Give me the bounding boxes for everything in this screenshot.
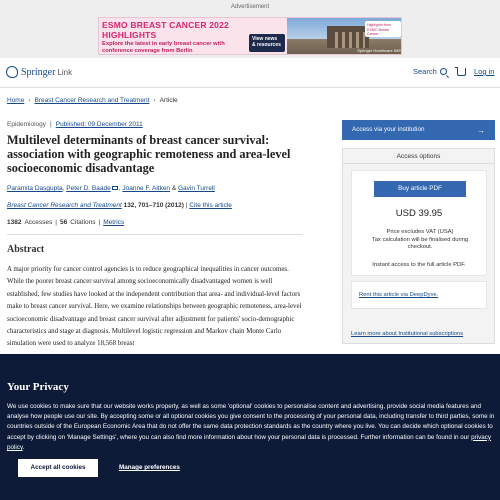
privacy-body: We use cookies to make sure that our website works properly, as well as some 'optional' cookies to personalise content and advertising, provide social media features and analyse how people use our site. By accepting some or all optional cookies you give consent to the processing of your personal data, including transfer to third parties, some in countries outside of the European Economic Area that do not offer the same data protection standards as the country where you live. You can decide which optional cookies to accept by clicking on 'Manage Settings', where you can also find more information about how your personal data is processed. Further information can be found in our: [7, 403, 495, 441]
cart-icon[interactable]: [457, 68, 466, 76]
privacy-policy-link[interactable]: privacy policy: [7, 433, 492, 451]
logo-sub: Link: [57, 67, 73, 77]
ad-label: Advertisement: [230, 4, 270, 10]
chevron-right-icon: ›: [28, 97, 31, 104]
journal-info: Breast Cancer Research and Treatment 132, 701–710 (2012) | Cite this article: [7, 202, 232, 209]
privacy-banner: [0, 354, 500, 500]
article-meta: Epidemiology | Published: 09 December 2011: [7, 121, 143, 128]
author-link[interactable]: Joanne F. Aitken: [122, 185, 171, 192]
ad-badge: Highlights from ESMO Breast Cancer: [365, 21, 401, 37]
breadcrumb: [7, 97, 178, 104]
site-header: [0, 58, 500, 88]
article-title: Multilevel determinants of breast cancer survival: association with geographic remoteness and area-level socioeconomic disadvantage: [7, 133, 291, 175]
search-label: Search: [413, 67, 437, 76]
privacy-text: We use cookies to make sure that our website works properly, as well as some 'optional' cookies to personalise content and advertising, provide social media features and analyse how people use our site. By accepting some or all optional cookies you give consent to the processing of your personal data, including transfer to third parties, some in countries outside of the European Economic Area that do not offer the same data protection standards as the country where you live. You can decide which optional cookies to accept by clicking on 'Manage Settings', where you can also find more information about how your personal data is processed. Further information can be found in our privacy policy.: [7, 403, 495, 451]
accept-cookies-button[interactable]: Accept all cookies: [18, 459, 98, 477]
institutional-subscriptions-link[interactable]: Learn more about Institutional subscriptions: [351, 331, 464, 337]
divider: [7, 234, 303, 235]
springer-horse-icon: [6, 66, 18, 78]
breadcrumb-home[interactable]: Home: [7, 97, 25, 104]
vat-line: Price excludes VAT (USA): [386, 229, 454, 235]
accesses-count: 1382: [7, 219, 22, 226]
breadcrumb-current: Article: [159, 97, 178, 104]
article-type: Epidemiology: [7, 121, 47, 128]
advertisement-bar: [0, 0, 500, 58]
citations-label: Citations: [70, 219, 96, 226]
manage-preferences-link[interactable]: Manage preferences: [119, 464, 180, 471]
published-date[interactable]: Published: 09 December 2011: [55, 121, 143, 128]
chevron-right-icon: ›: [153, 97, 156, 104]
gate-image-icon: [327, 26, 369, 48]
access-label: Access via your institution: [352, 126, 425, 133]
abstract-heading: Abstract: [7, 244, 45, 255]
vat-note: [360, 229, 480, 252]
volume-info: 132, 701–710 (2012): [123, 202, 184, 209]
privacy-heading: Your Privacy: [7, 381, 69, 393]
logo-brand: Springer: [21, 66, 56, 78]
citations-count: 56: [60, 219, 68, 226]
rent-link[interactable]: Rent this article via DeepDyve.: [359, 292, 439, 298]
ad-banner[interactable]: [98, 17, 402, 55]
access-institution-button[interactable]: [342, 120, 495, 140]
access-options-heading: Access options: [343, 149, 494, 164]
rent-box: [351, 281, 487, 309]
search-icon: [440, 68, 447, 75]
ad-subtitle: Explore the latest in early breast cancer with conference coverage from Berlin: [102, 41, 225, 54]
ad-view-button[interactable]: View news & resources: [249, 34, 285, 52]
buy-article-box: [351, 170, 487, 276]
journal-link[interactable]: Breast Cancer Research and Treatment: [7, 202, 122, 209]
author-link[interactable]: Gavin Turrell: [178, 185, 215, 192]
article-metrics: 1382 Accesses | 56 Citations | Metrics: [7, 219, 125, 226]
email-icon[interactable]: [112, 186, 118, 190]
springer-logo[interactable]: [6, 66, 72, 78]
login-link[interactable]: Log in: [474, 67, 495, 76]
author-list: Paramita Dasgupta, Peter D. Baade , Joanne F. Aitken & Gavin Turrell: [7, 185, 215, 192]
breadcrumb-journal[interactable]: Breast Cancer Research and Treatment: [34, 97, 150, 104]
buy-pdf-button[interactable]: Buy article PDF: [374, 181, 466, 197]
arrow-right-icon: →: [477, 126, 485, 135]
ad-image: [287, 18, 402, 55]
search-button[interactable]: [413, 67, 447, 76]
instant-access-note: Instant access to the full article PDF.: [372, 262, 466, 268]
accesses-label: Accesses: [24, 219, 53, 226]
author-link[interactable]: Paramita Dasgupta: [7, 185, 63, 192]
ad-title: ESMO BREAST CANCER 2022 HIGHLIGHTS: [102, 20, 229, 40]
tax-line: Tax calculation will be finalised during checkout.: [371, 236, 469, 250]
abstract-text: A major priority for cancer control agencies is to reduce geographical inequalities in cancer outcomes. While the poorer breast cancer survival among socioeconomically disadvantaged women is well established, few studies have looked at the independent contribution that area- and individual-level factors make to breast cancer survival. Here, we examine relationships between geographic remoteness, area-level socioeconomic disadvantage and breast cancer survival after adjustment for patients' socio-demographic characteristics and stage at diagnosis. Multilevel logistic regression and Markov chain Monte Carlo simulation were used to analyze 18,568 breast: [7, 266, 302, 348]
price: USD 39.95: [395, 208, 443, 219]
author-link[interactable]: Peter D. Baade: [66, 185, 111, 192]
metrics-link[interactable]: Metrics: [103, 219, 125, 226]
ad-sponsor: Springer Healthcare IME: [357, 48, 401, 53]
access-options-panel: [342, 148, 495, 344]
cite-link[interactable]: Cite this article: [189, 202, 232, 209]
